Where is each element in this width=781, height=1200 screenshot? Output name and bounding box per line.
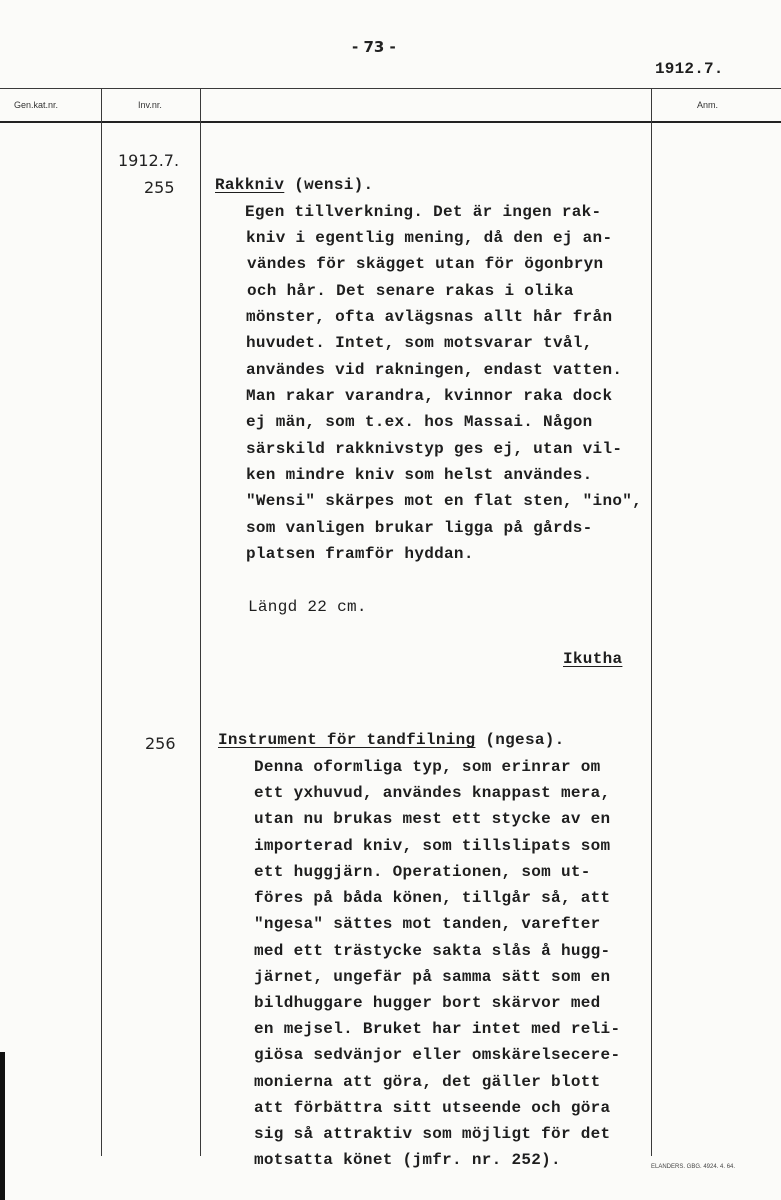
entry-256-line: sig så attraktiv som möjligt för det <box>254 1125 611 1143</box>
entry-title-256-main: Instrument för tandfilning <box>218 731 476 749</box>
entry-256-line: motsatta könet (jmfr. nr. 252). <box>254 1151 561 1169</box>
entry-title-255-rest: (wensi). <box>284 176 374 194</box>
entry-title-256-rest: (ngesa). <box>475 731 565 749</box>
entry-255-length: Längd 22 cm. <box>248 598 367 616</box>
entry-256-line: ett huggjärn. Operationen, som ut- <box>254 863 591 881</box>
entry-256-line: importerad kniv, som tillslipats som <box>254 837 611 855</box>
entry-255-line: "Wensi" skärpes mot en flat sten, "ino", <box>246 492 643 510</box>
entry-256-line: utan nu brukas mest ett stycke av en <box>254 810 611 828</box>
entry-256-line: "ngesa" sättes mot tanden, varefter <box>254 915 601 933</box>
entry-255-line: mönster, ofta avlägsnas allt hår från <box>246 308 613 326</box>
header-bottom-rule <box>0 121 781 123</box>
entry-256-line: att förbättra sitt utseende och göra <box>254 1099 611 1117</box>
entry-256-line: med ett trästycke sakta slås å hugg- <box>254 942 611 960</box>
header-top-rule <box>0 88 781 89</box>
year-code: 1912.7. <box>655 60 724 78</box>
entry-256-line: Denna oformliga typ, som erinrar om <box>254 758 601 776</box>
entry-255-line: och hår. Det senare rakas i olika <box>247 282 574 300</box>
entry-255-line: vändes för skägget utan för ögonbryn <box>247 255 604 273</box>
entry-255-line: ken mindre kniv som helst användes. <box>246 466 593 484</box>
entry-title-255 <box>215 176 373 194</box>
entry-255-line: Egen tillverkning. Det är ingen rak- <box>245 203 602 221</box>
entry-title-255-main: Rakkniv <box>215 176 285 194</box>
entry-256-line: föres på båda könen, tillgår så, att <box>254 889 611 907</box>
entry-number-255: 255 <box>144 178 175 197</box>
entry-256-line: ett yxhuvud, användes knappast mera, <box>254 784 611 802</box>
entry-256-line: bildhuggare hugger bort skärvor med <box>254 994 601 1012</box>
scan-edge-bar <box>0 1052 5 1200</box>
header-inv-nr: Inv.nr. <box>138 100 162 110</box>
entry-256-line: järnet, ungefär på samma sätt som en <box>254 968 611 986</box>
printer-imprint: ELANDERS. GBG. 4924. 4. 64. <box>651 1164 736 1170</box>
entry-255-line: platsen framför hyddan. <box>246 545 474 563</box>
entry-number-256: 256 <box>145 734 176 753</box>
entry-255-line: huvudet. Intet, som motsvarar tvål, <box>246 334 593 352</box>
header-gen-kat-nr: Gen.kat.nr. <box>14 100 59 110</box>
column-divider-inv-desc <box>200 88 201 1156</box>
entry-256-line: en mejsel. Bruket har intet med reli- <box>254 1020 621 1038</box>
entry-255-line: ej män, som t.ex. hos Massai. Någon <box>246 413 593 431</box>
entry-256-line: giösa sedvänjor eller omskärelsecere- <box>254 1046 621 1064</box>
entry-255-place: Ikutha <box>563 650 623 668</box>
entry-256-line: monierna att göra, det gäller blott <box>254 1073 601 1091</box>
column-divider-gen-inv <box>101 88 102 1156</box>
entry-title-256 <box>218 731 565 749</box>
page-number: - 73 - <box>352 38 396 56</box>
header-anm: Anm. <box>697 100 719 110</box>
entry-255-line: kniv i egentlig mening, då den ej an- <box>246 229 613 247</box>
entry-255-line: särskild rakknivstyp ges ej, utan vil- <box>246 440 623 458</box>
group-year-label: 1912.7. <box>118 151 180 170</box>
entry-255-line: användes vid rakningen, endast vatten. <box>246 361 623 379</box>
entry-255-line: Man rakar varandra, kvinnor raka dock <box>246 387 613 405</box>
column-divider-desc-anm <box>651 88 652 1156</box>
entry-255-line: som vanligen brukar ligga på gårds- <box>246 519 593 537</box>
